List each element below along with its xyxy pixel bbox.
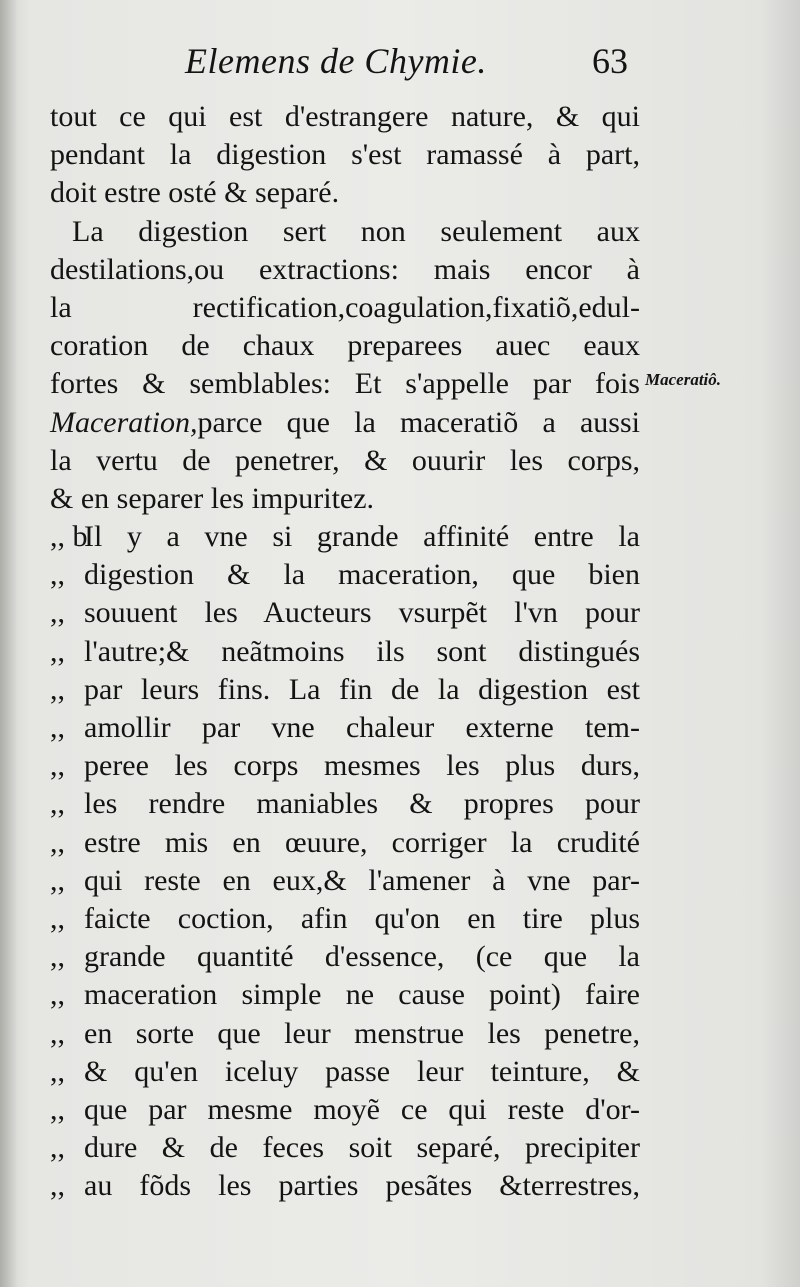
margin-note: Maceratiô. [645, 370, 722, 389]
quoted-line: ,, les rendre maniables & propres pour [50, 785, 640, 823]
quote-mark: ,, b [50, 520, 88, 554]
quote-mark: ,, [50, 825, 65, 859]
quoted-line: ,, grande quantité d'essence, (ce que la [50, 938, 640, 976]
text-line: doit estre osté & separé. [50, 176, 340, 210]
text-line: fortes & semblables: Et s'appelle par fois [50, 367, 640, 401]
quote-mark: ,, [50, 634, 65, 668]
quoted-line: ,, peree les corps mesmes les plus durs, [50, 747, 640, 785]
text-line: pendant la digestion s'est ramassé à part, [50, 138, 640, 172]
quoted-line: ,, que par mesme moyẽ ce qui reste d'or- [50, 1091, 640, 1129]
spine-shadow [0, 0, 18, 1287]
quoted-line: ,, par leurs fins. La fin de la digestion est [50, 671, 640, 709]
quote-mark: ,, [50, 1169, 65, 1203]
quoted-line: ,, bIl y a vne si grande affinité entre la [50, 518, 640, 556]
quoted-line: ,, l'autre;& neãtmoins ils sont distingués [50, 633, 640, 671]
quoted-line: ,, faicte coction, afin qu'on en tire plus [50, 900, 640, 938]
text-line: la vertu de penetrer, & ouurir les corps, [50, 443, 640, 477]
quoted-line: ,, au fõds les parties pesãtes &terrestres, [50, 1167, 640, 1205]
quote-mark: ,, [50, 1016, 65, 1050]
text-line: la rectification,coagulation,fixatiõ,edul- [50, 290, 640, 324]
quote-mark: ,, [50, 1092, 65, 1126]
quote-mark: ,, [50, 1054, 65, 1088]
quoted-line: ,, digestion & la maceration, que bien [50, 556, 640, 594]
quote-mark: ,, [50, 1131, 65, 1165]
quote-mark: ,, [50, 787, 65, 821]
quoted-line: ,, maceration simple ne cause point) faire [50, 976, 640, 1014]
body-text [50, 98, 640, 1205]
text-line: tout ce qui est d'estrangere nature, & qui [50, 100, 640, 133]
text-line: La digestion sert non seulement aux [72, 214, 640, 248]
text-line: destilations,ou extractions: mais encor à [50, 252, 640, 286]
text-line: coration de chaux preparees auec eaux [50, 329, 640, 363]
quote-mark: ,, [50, 596, 65, 630]
quote-mark: ,, [50, 749, 65, 783]
quote-mark: ,, [50, 863, 65, 897]
text-line: Maceration,parce que la maceratiõ a aussi [50, 405, 640, 439]
quoted-line: ,, estre mis en œuure, corriger la crudité [50, 824, 640, 862]
quoted-line: ,, souuent les Aucteurs vsurpẽt l'vn pour [50, 594, 640, 632]
italic-term: Maceration, [50, 405, 198, 439]
quoted-line: ,, & qu'en iceluy passe leur teinture, & [50, 1053, 640, 1091]
quoted-line: ,, dure & de feces soit separé, precipiter [50, 1129, 640, 1167]
quoted-line: ,, en sorte que leur menstrue les penetre, [50, 1015, 640, 1053]
quote-mark: ,, [50, 558, 65, 592]
quoted-line: ,, amollir par vne chaleur externe tem- [50, 709, 640, 747]
page-number: 63 [592, 41, 628, 81]
quote-mark: ,, [50, 672, 65, 706]
text-line: & en separer les impuritez. [50, 481, 375, 515]
quote-mark: ,, [50, 978, 65, 1012]
quote-mark: ,, [50, 940, 65, 974]
quoted-line: ,, qui reste en eux,& l'amener à vne par- [50, 862, 640, 900]
quote-mark: ,, [50, 711, 65, 744]
quote-mark: ,, [50, 901, 65, 935]
running-title: Elemens de Chymie. [185, 41, 487, 81]
